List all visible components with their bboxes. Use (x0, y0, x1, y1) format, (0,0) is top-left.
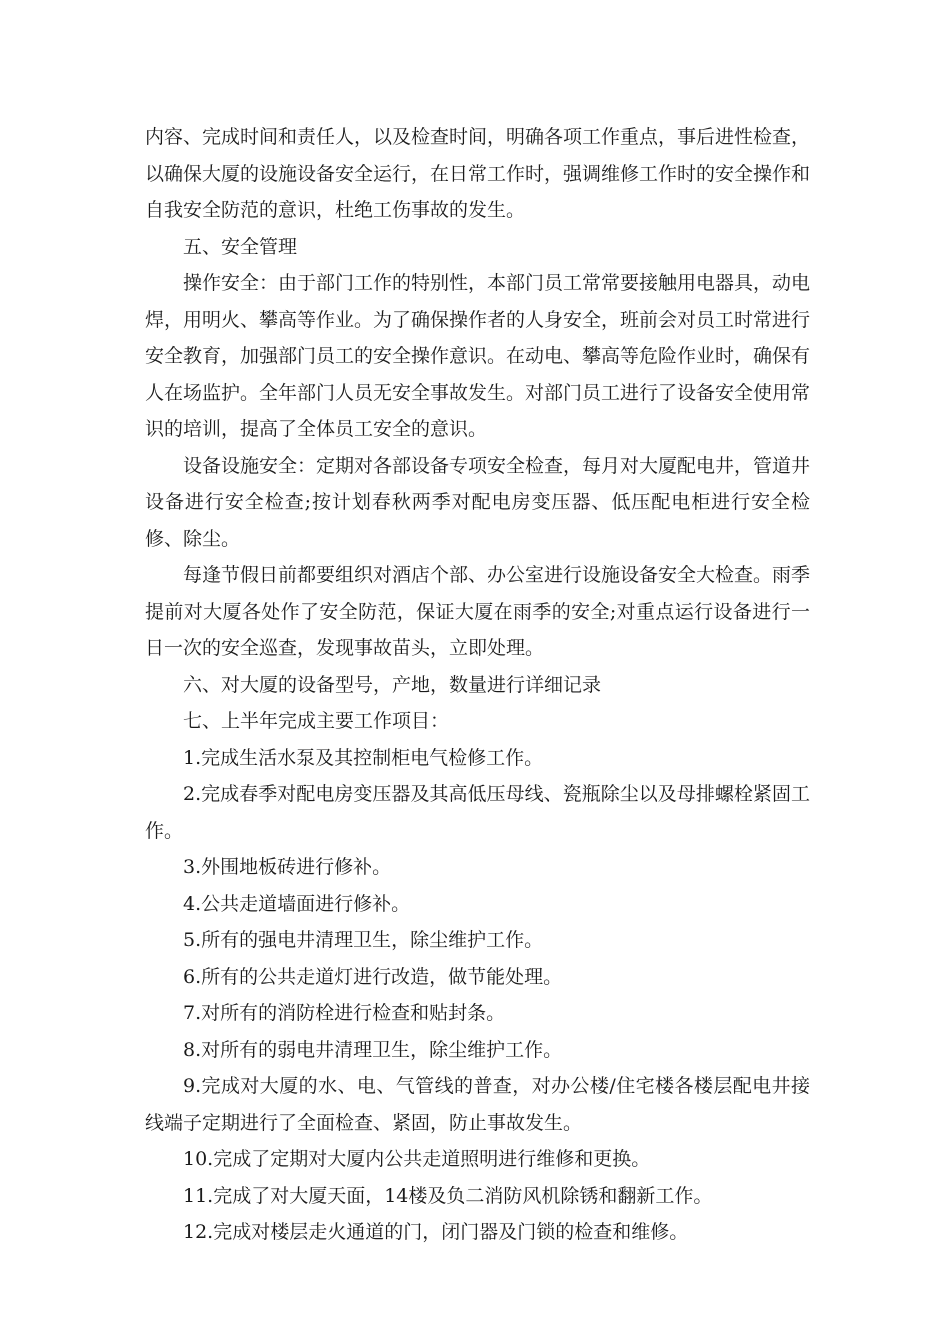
list-item: 8.对所有的弱电井清理卫生，除尘维护工作。 (183, 1038, 563, 1061)
section-heading-equipment-records: 六、对大厦的设备型号，产地，数量进行详细记录 (183, 673, 602, 696)
list-item: 11.完成了对大厦天面，14楼及负二消防风机除锈和翻新工作。 (183, 1184, 713, 1207)
list-item: 5.所有的强电井清理卫生，除尘维护工作。 (183, 929, 544, 951)
paragraph-equipment-safety: 设备设施安全：定期对各部设备专项安全检查，每月对大厦配电井，管道井设备进行安全检查;按计划春秋两季对配电房变压器、低压配电柜进行安全检修、除尘。 (145, 454, 811, 550)
list-item: 7.对所有的消防栓进行检查和贴封条。 (183, 1002, 506, 1024)
list-item: 2.完成春季对配电房变压器及其高低压母线、瓷瓶除尘以及母排螺栓紧固工作。 (145, 783, 810, 842)
list-item: 9.完成对大厦的水、电、气管线的普查，对办公楼/住宅楼各楼层配电井接线端子定期进行了全面检查、紧固，防止事故发生。 (145, 1075, 810, 1134)
section-heading-work-items: 七、上半年完成主要工作项目： (183, 710, 450, 732)
document-body (145, 119, 810, 1251)
section-heading-safety-management: 五、安全管理 (183, 235, 298, 258)
list-item: 4.公共走道墙面进行修补。 (183, 892, 411, 915)
paragraph-operation-safety: 操作安全：由于部门工作的特别性，本部门员工常常要接触用电器具，动电焊，用明火、攀高等作业。为了确保操作者的人身安全，班前会对员工时常进行安全教育，加强部门员工的安全操作意识。在动电、攀高等危险作业时，确保有人在场监护。全年部门人员无安全事故发生。对部门员工进行了设备安全使用常识的培训，提高了全体员工安全的意识。 (145, 272, 811, 440)
list-item: 10.完成了定期对大厦内公共走道照明进行维修和更换。 (183, 1148, 651, 1170)
list-item: 1.完成生活水泵及其控制柜电气检修工作。 (183, 746, 544, 769)
list-item: 6.所有的公共走道灯进行改造，做节能处理。 (183, 965, 563, 988)
paragraph-continuation: 内容、完成时间和责任人，以及检查时间，明确各项工作重点，事后进性检查，以确保大厦的设施设备安全运行，在日常工作时，强调维修工作时的安全操作和自我安全防范的意识，杜绝工伤事故的发生。 (145, 126, 811, 221)
paragraph-holiday-inspection: 每逢节假日前都要组织对酒店个部、办公室进行设施设备安全大检查。雨季提前对大厦各处作了安全防范，保证大厦在雨季的安全;对重点运行设备进行一日一次的安全巡查，发现事故苗头，立即处理。 (145, 564, 811, 659)
list-item: 3.外围地板砖进行修补。 (183, 856, 392, 878)
list-item: 12.完成对楼层走火通道的门，闭门器及门锁的检查和维修。 (183, 1221, 689, 1243)
